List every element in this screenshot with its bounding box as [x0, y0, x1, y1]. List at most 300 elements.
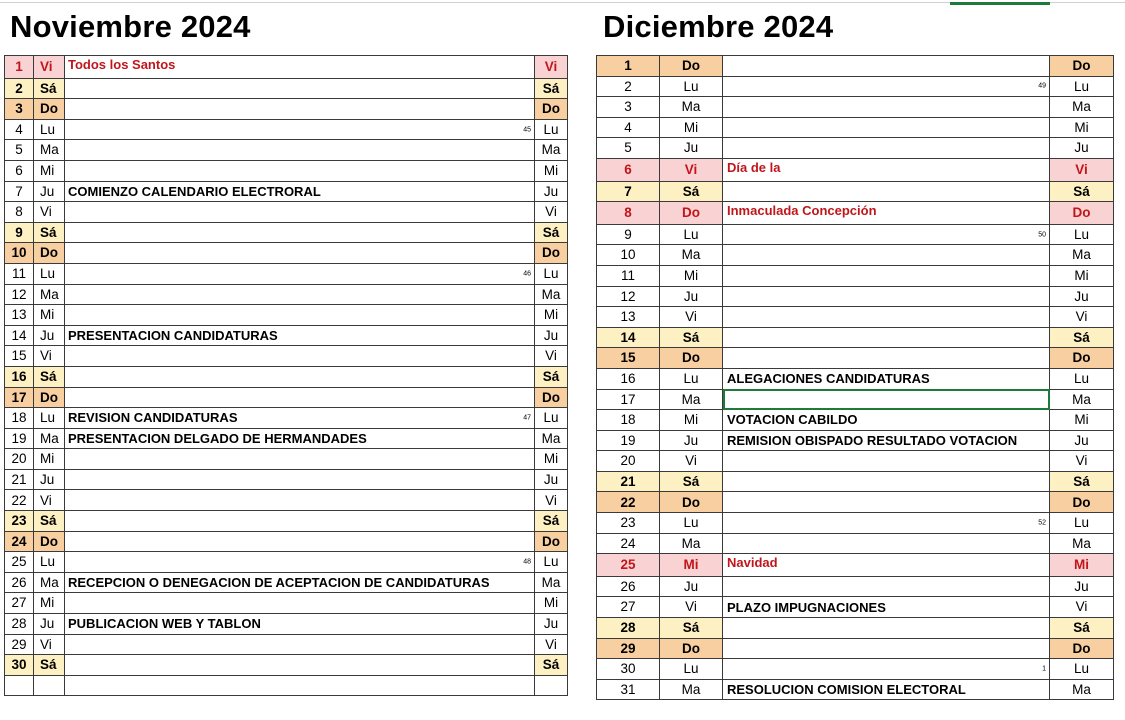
weekday-cell[interactable] — [660, 451, 723, 472]
day-number-text: 26 — [620, 578, 636, 594]
calendar-row — [5, 325, 568, 346]
weekday-cell[interactable] — [34, 675, 65, 696]
event-cell[interactable] — [723, 554, 1050, 577]
weekday-repeat-text: Ma — [541, 286, 561, 302]
weekday-repeat-cell[interactable] — [1050, 576, 1114, 597]
weekday-repeat-cell[interactable] — [1050, 158, 1114, 181]
day-number-cell[interactable] — [597, 554, 660, 577]
event-cell[interactable] — [723, 679, 1050, 700]
day-number-cell[interactable] — [5, 78, 34, 99]
weekday-cell[interactable] — [34, 222, 65, 243]
day-number-cell[interactable] — [597, 327, 660, 348]
weekday-cell[interactable] — [660, 286, 723, 307]
weekday-text: Mi — [683, 119, 699, 135]
event-cell[interactable] — [65, 531, 535, 552]
day-number-cell[interactable] — [597, 286, 660, 307]
event-cell[interactable] — [65, 655, 535, 676]
event-cell[interactable] — [65, 140, 535, 161]
event-cell[interactable] — [723, 451, 1050, 472]
event-cell[interactable] — [65, 449, 535, 470]
calendar-row — [597, 158, 1114, 181]
weekday-cell[interactable] — [660, 181, 723, 202]
weekday-cell[interactable] — [660, 389, 723, 410]
weekday-cell[interactable] — [660, 430, 723, 451]
weekday-repeat-cell[interactable] — [1050, 492, 1114, 513]
weekday-repeat-cell[interactable] — [1050, 327, 1114, 348]
week-number: 47 — [523, 414, 531, 422]
event-cell[interactable] — [723, 471, 1050, 492]
weekday-cell[interactable] — [660, 638, 723, 659]
day-number-cell[interactable] — [5, 572, 34, 593]
weekday-repeat-cell[interactable] — [535, 325, 568, 346]
weekday-cell[interactable] — [660, 117, 723, 138]
event-cell[interactable] — [723, 513, 1050, 534]
day-number-cell[interactable] — [597, 265, 660, 286]
weekday-cell[interactable] — [660, 224, 723, 245]
weekday-cell[interactable] — [660, 618, 723, 639]
event-cell[interactable] — [65, 387, 535, 408]
weekday-cell[interactable] — [660, 158, 723, 181]
day-number-cell[interactable] — [597, 471, 660, 492]
day-number-cell[interactable] — [597, 245, 660, 266]
weekday-cell[interactable] — [34, 449, 65, 470]
event-cell[interactable] — [65, 325, 535, 346]
weekday-cell[interactable] — [34, 593, 65, 614]
weekday-repeat-cell[interactable] — [535, 387, 568, 408]
weekday-cell[interactable] — [34, 572, 65, 593]
day-number-cell[interactable] — [5, 387, 34, 408]
weekday-cell[interactable] — [660, 245, 723, 266]
weekday-repeat-cell[interactable] — [1050, 202, 1114, 225]
weekday-repeat-cell[interactable] — [1050, 97, 1114, 118]
weekday-cell[interactable] — [660, 471, 723, 492]
event-cell[interactable] — [65, 469, 535, 490]
day-number-cell[interactable] — [597, 451, 660, 472]
weekday-repeat-cell[interactable] — [1050, 618, 1114, 639]
weekday-repeat-cell[interactable] — [535, 346, 568, 367]
event-cell[interactable] — [723, 181, 1050, 202]
weekday-repeat-cell[interactable] — [1050, 554, 1114, 577]
weekday-repeat-cell[interactable] — [1050, 224, 1114, 245]
weekday-cell[interactable] — [660, 97, 723, 118]
day-number-cell[interactable] — [597, 348, 660, 369]
event-cell[interactable] — [65, 56, 535, 79]
weekday-repeat-cell[interactable] — [1050, 286, 1114, 307]
event-text: REMISION OBISPADO RESULTADO VOTACION — [727, 432, 1018, 448]
weekday-cell[interactable] — [34, 160, 65, 181]
weekday-repeat-cell[interactable] — [1050, 451, 1114, 472]
calendar-row — [5, 614, 568, 635]
weekday-repeat-cell[interactable] — [1050, 638, 1114, 659]
weekday-cell[interactable] — [34, 469, 65, 490]
event-cell[interactable] — [723, 597, 1050, 618]
day-number-cell[interactable] — [597, 389, 660, 410]
event-cell[interactable] — [723, 348, 1050, 369]
weekday-cell[interactable] — [660, 307, 723, 328]
weekday-repeat-text: Mi — [543, 595, 559, 611]
calendar-row — [5, 572, 568, 593]
day-number-text: 4 — [624, 119, 632, 135]
day-number-cell[interactable] — [5, 428, 34, 449]
weekday-repeat-cell[interactable] — [535, 655, 568, 676]
event-cell[interactable] — [723, 410, 1050, 431]
weekday-repeat-text: Ma — [1072, 247, 1091, 263]
weekday-repeat-cell[interactable] — [535, 408, 568, 429]
event-cell[interactable] — [723, 659, 1050, 680]
weekday-cell[interactable] — [34, 490, 65, 511]
weekday-text: Vi — [684, 162, 698, 178]
event-cell[interactable] — [65, 181, 535, 202]
event-cell[interactable] — [65, 511, 535, 532]
weekday-cell[interactable] — [34, 325, 65, 346]
weekday-cell[interactable] — [660, 576, 723, 597]
weekday-repeat-text: Sá — [542, 368, 560, 384]
day-number-cell[interactable] — [597, 410, 660, 431]
weekday-cell[interactable] — [660, 138, 723, 159]
weekday-cell[interactable] — [660, 202, 723, 225]
day-number-cell[interactable] — [5, 346, 34, 367]
calendar-row — [5, 305, 568, 326]
weekday-repeat-cell[interactable] — [1050, 410, 1114, 431]
day-number-text: 5 — [624, 140, 632, 156]
weekday-repeat-cell[interactable] — [535, 160, 568, 181]
weekday-repeat-cell[interactable] — [535, 181, 568, 202]
day-number-cell[interactable] — [5, 99, 34, 120]
event-cell[interactable] — [723, 265, 1050, 286]
weekday-cell[interactable] — [34, 263, 65, 284]
weekday-text: Mi — [683, 412, 699, 428]
day-number-cell[interactable] — [597, 638, 660, 659]
weekday-text: Ju — [40, 471, 55, 487]
day-number-cell[interactable] — [5, 305, 34, 326]
event-cell[interactable] — [723, 533, 1050, 554]
event-cell[interactable] — [65, 366, 535, 387]
calendar-row — [5, 140, 568, 161]
day-number-cell[interactable] — [597, 181, 660, 202]
weekday-cell[interactable] — [34, 387, 65, 408]
selected-column-indicator — [950, 2, 1050, 5]
weekday-repeat-cell[interactable] — [1050, 76, 1114, 97]
day-number-cell[interactable] — [597, 158, 660, 181]
event-cell[interactable] — [723, 56, 1050, 77]
event-cell[interactable] — [723, 430, 1050, 451]
weekday-cell[interactable] — [660, 327, 723, 348]
weekday-repeat-cell[interactable] — [1050, 56, 1114, 77]
weekday-repeat-cell[interactable] — [535, 449, 568, 470]
weekday-text: Ma — [40, 142, 59, 158]
weekday-repeat-cell[interactable] — [535, 469, 568, 490]
weekday-cell[interactable] — [660, 410, 723, 431]
calendar-row — [597, 368, 1114, 389]
weekday-repeat-cell[interactable] — [535, 284, 568, 305]
day-number-cell[interactable] — [5, 593, 34, 614]
event-cell[interactable] — [723, 368, 1050, 389]
day-number-cell[interactable] — [5, 531, 34, 552]
event-text: Navidad — [727, 555, 778, 571]
weekday-repeat-cell[interactable] — [535, 99, 568, 120]
day-number-cell[interactable] — [5, 614, 34, 635]
weekday-repeat-cell[interactable] — [535, 366, 568, 387]
weekday-cell[interactable] — [34, 552, 65, 573]
weekday-cell[interactable] — [660, 533, 723, 554]
event-cell[interactable] — [723, 138, 1050, 159]
weekday-text: Sá — [682, 183, 700, 199]
week-number: 49 — [1038, 82, 1046, 90]
day-number-text: 9 — [624, 226, 632, 242]
weekday-repeat-cell[interactable] — [1050, 513, 1114, 534]
weekday-repeat-cell[interactable] — [1050, 659, 1114, 680]
weekday-repeat-text: Ju — [1074, 432, 1089, 448]
weekday-text: Lu — [683, 78, 699, 94]
weekday-repeat-cell[interactable] — [1050, 533, 1114, 554]
weekday-repeat-cell[interactable] — [535, 614, 568, 635]
day-number-cell[interactable] — [597, 76, 660, 97]
weekday-text: Ma — [681, 681, 701, 697]
weekday-repeat-cell[interactable] — [535, 56, 568, 79]
day-number-cell[interactable] — [597, 513, 660, 534]
event-text: PLAZO IMPUGNACIONES — [727, 599, 886, 615]
event-cell[interactable] — [65, 99, 535, 120]
day-number-cell[interactable] — [5, 325, 34, 346]
day-number-text: 22 — [11, 492, 27, 508]
day-number-cell[interactable] — [5, 243, 34, 264]
weekday-repeat-cell[interactable] — [1050, 368, 1114, 389]
weekday-cell[interactable] — [660, 679, 723, 700]
weekday-cell[interactable] — [34, 614, 65, 635]
event-cell[interactable] — [65, 305, 535, 326]
weekday-repeat-cell[interactable] — [535, 593, 568, 614]
event-cell[interactable] — [723, 97, 1050, 118]
day-number-cell[interactable] — [597, 307, 660, 328]
day-number-cell[interactable] — [597, 430, 660, 451]
day-number-cell[interactable] — [597, 679, 660, 700]
weekday-cell[interactable] — [660, 513, 723, 534]
day-number-cell[interactable] — [5, 284, 34, 305]
weekday-cell[interactable] — [34, 655, 65, 676]
weekday-repeat-cell[interactable] — [535, 675, 568, 696]
event-cell[interactable] — [723, 618, 1050, 639]
weekday-repeat-cell[interactable] — [1050, 348, 1114, 369]
day-number-cell[interactable] — [5, 552, 34, 573]
weekday-cell[interactable] — [34, 305, 65, 326]
calendar-row — [5, 222, 568, 243]
day-number-cell[interactable] — [5, 634, 34, 655]
day-number-text: 15 — [620, 350, 636, 366]
calendar-row — [5, 243, 568, 264]
weekday-cell[interactable] — [34, 243, 65, 264]
day-number-cell[interactable] — [597, 138, 660, 159]
weekday-repeat-cell[interactable] — [535, 222, 568, 243]
event-cell[interactable] — [65, 428, 535, 449]
day-number-cell[interactable] — [5, 675, 34, 696]
weekday-repeat-cell[interactable] — [1050, 265, 1114, 286]
weekday-repeat-cell[interactable] — [535, 263, 568, 284]
weekday-cell[interactable] — [34, 366, 65, 387]
day-number-cell[interactable] — [597, 576, 660, 597]
weekday-repeat-cell[interactable] — [1050, 181, 1114, 202]
event-cell[interactable] — [723, 307, 1050, 328]
weekday-repeat-cell[interactable] — [1050, 389, 1114, 410]
event-cell[interactable] — [65, 263, 535, 284]
weekday-cell[interactable] — [660, 76, 723, 97]
weekday-repeat-cell[interactable] — [535, 490, 568, 511]
event-cell[interactable] — [723, 158, 1050, 181]
weekday-repeat-cell[interactable] — [535, 119, 568, 140]
weekday-repeat-cell[interactable] — [535, 428, 568, 449]
event-cell[interactable] — [65, 552, 535, 573]
weekday-cell[interactable] — [660, 597, 723, 618]
weekday-cell[interactable] — [660, 265, 723, 286]
weekday-repeat-cell[interactable] — [1050, 430, 1114, 451]
weekday-cell[interactable] — [660, 368, 723, 389]
weekday-cell[interactable] — [34, 99, 65, 120]
day-number-cell[interactable] — [597, 659, 660, 680]
weekday-repeat-cell[interactable] — [535, 511, 568, 532]
day-number-cell[interactable] — [597, 368, 660, 389]
weekday-cell[interactable] — [34, 202, 65, 223]
day-number-text: 15 — [11, 348, 27, 364]
event-cell[interactable] — [65, 490, 535, 511]
day-number-cell[interactable] — [5, 511, 34, 532]
day-number-cell[interactable] — [597, 618, 660, 639]
day-number-cell[interactable] — [5, 408, 34, 429]
event-cell[interactable] — [65, 572, 535, 593]
event-cell[interactable] — [723, 327, 1050, 348]
day-number-cell[interactable] — [5, 160, 34, 181]
weekday-repeat-cell[interactable] — [535, 305, 568, 326]
day-number-cell[interactable] — [597, 533, 660, 554]
weekday-repeat-cell[interactable] — [535, 531, 568, 552]
weekday-repeat-cell[interactable] — [535, 634, 568, 655]
calendar-row — [597, 117, 1114, 138]
day-number-cell[interactable] — [597, 224, 660, 245]
weekday-text: Lu — [40, 410, 56, 426]
day-number-text: 23 — [620, 515, 636, 531]
event-cell[interactable] — [65, 78, 535, 99]
weekday-cell[interactable] — [34, 140, 65, 161]
event-cell[interactable] — [65, 222, 535, 243]
event-cell[interactable] — [723, 224, 1050, 245]
event-cell[interactable] — [723, 245, 1050, 266]
event-cell[interactable] — [65, 614, 535, 635]
weekday-cell[interactable] — [34, 346, 65, 367]
day-number-cell[interactable] — [597, 56, 660, 77]
day-number-cell[interactable] — [5, 366, 34, 387]
weekday-cell[interactable] — [34, 119, 65, 140]
event-cell[interactable] — [65, 243, 535, 264]
calendar-row — [5, 552, 568, 573]
day-number-cell[interactable] — [5, 222, 34, 243]
day-number-cell[interactable] — [597, 97, 660, 118]
weekday-repeat-cell[interactable] — [1050, 307, 1114, 328]
weekday-cell[interactable] — [34, 408, 65, 429]
event-cell[interactable] — [723, 202, 1050, 225]
weekday-text: Do — [40, 245, 58, 261]
calendar-row — [597, 638, 1114, 659]
weekday-repeat-cell[interactable] — [535, 78, 568, 99]
weekday-repeat-cell[interactable] — [1050, 245, 1114, 266]
weekday-repeat-cell[interactable] — [535, 140, 568, 161]
weekday-repeat-cell[interactable] — [1050, 117, 1114, 138]
weekday-repeat-cell[interactable] — [535, 572, 568, 593]
day-number-cell[interactable] — [5, 449, 34, 470]
day-number-cell[interactable] — [5, 119, 34, 140]
weekday-cell[interactable] — [660, 659, 723, 680]
day-number-cell[interactable] — [597, 117, 660, 138]
weekday-text: Ju — [40, 327, 55, 343]
weekday-repeat-text: Lu — [1073, 78, 1090, 94]
weekday-cell[interactable] — [660, 492, 723, 513]
weekday-repeat-text: Lu — [1073, 370, 1090, 386]
weekday-cell[interactable] — [34, 181, 65, 202]
weekday-cell[interactable] — [34, 78, 65, 99]
event-cell[interactable] — [65, 202, 535, 223]
weekday-cell[interactable] — [34, 428, 65, 449]
day-number-text: 29 — [620, 640, 636, 656]
event-cell[interactable] — [65, 119, 535, 140]
weekday-repeat-cell[interactable] — [1050, 138, 1114, 159]
event-cell[interactable] — [65, 408, 535, 429]
event-cell[interactable] — [723, 117, 1050, 138]
weekday-cell[interactable] — [660, 56, 723, 77]
day-number-cell[interactable] — [5, 181, 34, 202]
weekday-repeat-cell[interactable] — [1050, 597, 1114, 618]
weekday-cell[interactable] — [660, 348, 723, 369]
day-number-cell[interactable] — [5, 655, 34, 676]
weekday-cell[interactable] — [660, 554, 723, 577]
day-number-cell[interactable] — [5, 490, 34, 511]
day-number-cell[interactable] — [597, 492, 660, 513]
day-number-cell[interactable] — [5, 202, 34, 223]
event-cell[interactable] — [723, 638, 1050, 659]
day-number-cell[interactable] — [597, 202, 660, 225]
event-cell[interactable] — [65, 284, 535, 305]
weekday-repeat-text: Do — [1072, 640, 1091, 656]
day-number-cell[interactable] — [5, 140, 34, 161]
event-cell[interactable] — [65, 346, 535, 367]
day-number-cell[interactable] — [597, 597, 660, 618]
weekday-cell[interactable] — [34, 634, 65, 655]
weekday-repeat-cell[interactable] — [535, 552, 568, 573]
day-number-cell[interactable] — [5, 263, 34, 284]
day-number-text: 25 — [11, 554, 27, 570]
weekday-text: Lu — [683, 226, 699, 242]
weekday-repeat-text: Mi — [543, 163, 559, 179]
weekday-repeat-cell[interactable] — [1050, 471, 1114, 492]
event-cell[interactable] — [65, 593, 535, 614]
weekday-cell[interactable] — [34, 284, 65, 305]
event-cell[interactable] — [65, 675, 535, 696]
event-cell[interactable] — [65, 160, 535, 181]
event-cell[interactable] — [65, 634, 535, 655]
event-cell[interactable] — [723, 492, 1050, 513]
day-number-cell[interactable] — [5, 56, 34, 79]
event-text: Todos los Santos — [68, 57, 176, 72]
weekday-repeat-text: Do — [1072, 494, 1091, 510]
event-cell[interactable] — [723, 389, 1050, 410]
day-number-cell[interactable] — [5, 469, 34, 490]
event-cell[interactable] — [723, 286, 1050, 307]
weekday-cell[interactable] — [34, 531, 65, 552]
weekday-repeat-cell[interactable] — [1050, 679, 1114, 700]
weekday-cell[interactable] — [34, 56, 65, 79]
weekday-repeat-cell[interactable] — [535, 243, 568, 264]
event-cell[interactable] — [723, 76, 1050, 97]
weekday-cell[interactable] — [34, 511, 65, 532]
event-cell[interactable] — [723, 576, 1050, 597]
weekday-repeat-cell[interactable] — [535, 202, 568, 223]
calendar-row — [597, 265, 1114, 286]
